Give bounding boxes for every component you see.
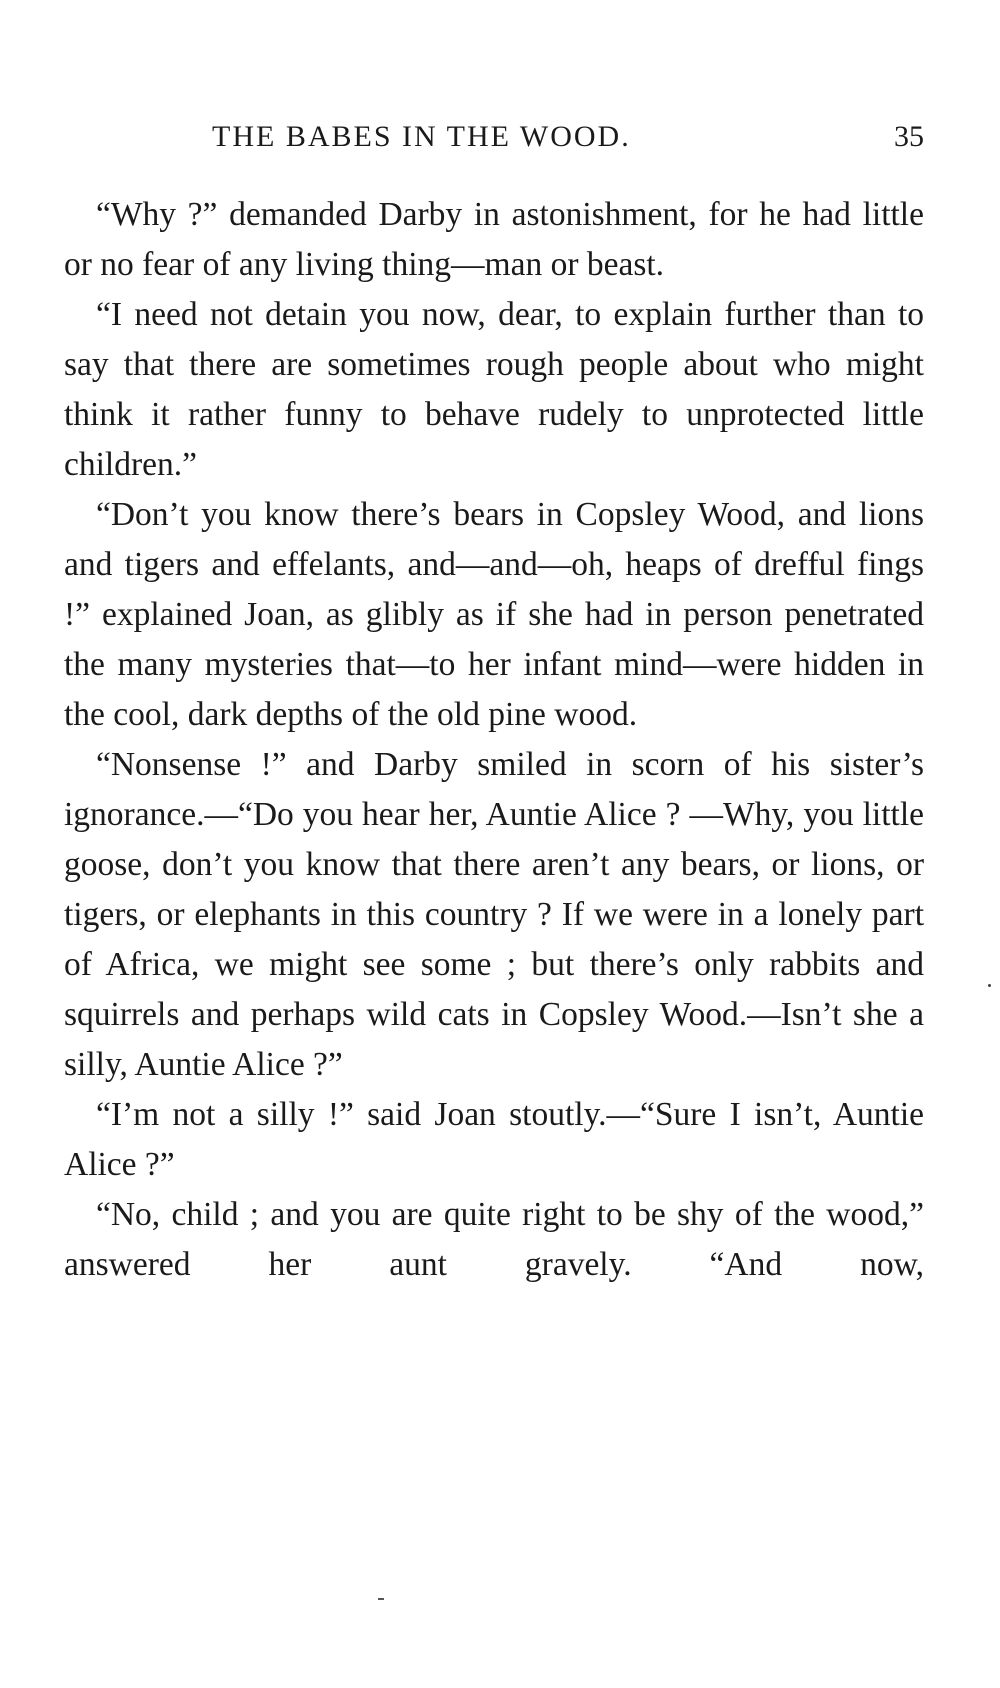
paragraph: “I’m not a silly !” said Joan stoutly.—“Sure I isn’t, Auntie Alice ?” — [64, 1096, 924, 1183]
paragraph: “Don’t you know there’s bears in Copsley Wood, and lions and tigers and effelants, and—and—oh, heaps of drefful fings !” explained Joan, as glibly as if she had in person penetrated the many mysteries that—to her infant mind—were hidden in the cool, dark depths of the old pine wood. — [64, 496, 924, 733]
footer-mark — [378, 1598, 384, 1600]
paragraph: “I need not detain you now, dear, to explain further than to say that there are sometimes rough people about who might think it rather funny to behave rudely to unprotected little children.” — [64, 296, 924, 483]
running-head — [64, 120, 924, 160]
paragraph: “Nonsense !” and Darby smiled in scorn of his sister’s ignorance.—“Do you hear her, Auntie Alice ? —Why, you little goose, don’t you know that there aren’t any bears, or lions, or tigers, or elephants in this country ? If we were in a lonely part of Africa, we might see some ; but there’s only rabbits and squirrels and perhaps wild cats in Copsley Wood.—Isn’t she a silly, Auntie Alice ?” — [64, 746, 924, 1083]
paragraph: “Why ?” demanded Darby in astonishment, for he had little or no fear of any living thing—man or beast. — [64, 196, 924, 283]
body-text — [64, 190, 924, 1290]
margin-speck — [988, 984, 991, 987]
paragraph: “No, child ; and you are quite right to be shy of the wood,” answered her aunt gravely. “And now, — [64, 1196, 924, 1283]
running-title: THE BABES IN THE WOOD. — [212, 120, 631, 153]
page-number: 35 — [894, 120, 924, 153]
